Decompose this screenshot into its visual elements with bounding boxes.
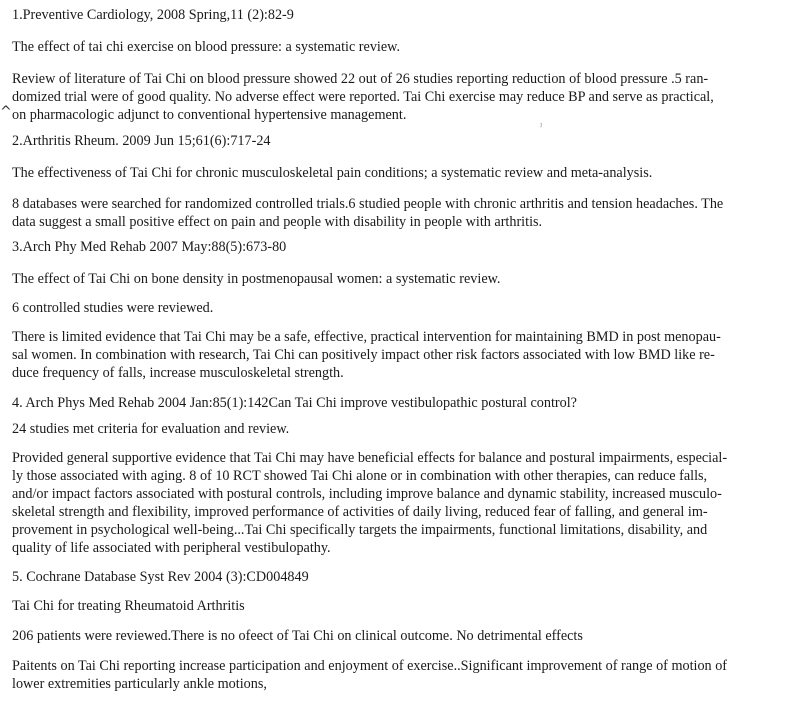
summary-4b-line-4: skeletal strength and flexibility, improved performance of activities of daily living, reduced fear of falling, and general im- — [12, 504, 708, 520]
summary-5a: 206 patients were reviewed.There is no ofeect of Tai Chi on clinical outcome. No detrimental effects — [12, 628, 583, 644]
pen-mark-icon: ^ — [0, 104, 12, 120]
summary-4b-line-3: and/or impact factors associated with postural controls, including improve balance and dynamic stability, increased musculo- — [12, 486, 722, 502]
summary-2-line-1: 8 databases were searched for randomized controlled trials.6 studied people with chronic arthritis and tension headaches. The — [12, 196, 724, 212]
summary-4b-line-6: quality of life associated with peripheral vestibulopathy. — [12, 540, 331, 556]
summary-3b-line-2: sal women. In combination with research, Tai Chi can positively impact other risk factors associated with low BMD like re- — [12, 347, 715, 363]
summary-1-line-2: domized trial were of good quality. No adverse effect were reported. Tai Chi exercise may reduce BP and serve as practical, — [12, 89, 714, 105]
summary-1-line-1: Review of literature of Tai Chi on blood pressure showed 22 out of 26 studies reporting reduction of blood pressure .5 ran- — [12, 71, 709, 87]
title-2: The effectiveness of Tai Chi for chronic musculoskeletal pain conditions; a systematic review and meta-analysis. — [12, 165, 653, 181]
summary-4a: 24 studies met criteria for evaluation and review. — [12, 421, 290, 437]
citation-1: 1.Preventive Cardiology, 2008 Spring,11 (2):82-9 — [12, 7, 294, 23]
citation-4: 4. Arch Phys Med Rehab 2004 Jan:85(1):142Can Tai Chi improve vestibulopathic postural control? — [12, 395, 577, 411]
summary-3a: 6 controlled studies were reviewed. — [12, 300, 214, 316]
summary-3b-line-1: There is limited evidence that Tai Chi may be a safe, effective, practical intervention for maintaining BMD in post menopau- — [12, 329, 721, 345]
title-1: The effect of tai chi exercise on blood pressure: a systematic review. — [12, 39, 401, 55]
title-5: Tai Chi for treating Rheumatoid Arthritis — [12, 598, 245, 614]
citation-3: 3.Arch Phy Med Rehab 2007 May:88(5):673-80 — [12, 239, 287, 255]
summary-5b-line-1: Paitents on Tai Chi reporting increase participation and enjoyment of exercise..Significant improvement of range of motion of — [12, 658, 728, 674]
title-3: The effect of Tai Chi on bone density in postmenopausal women: a systematic review. — [12, 271, 501, 287]
summary-1-line-3: on pharmacologic adjunct to conventional hypertensive management. — [12, 107, 407, 123]
scan-speck-icon: ˀ — [540, 122, 543, 132]
summary-4b-line-1: Provided general supportive evidence that Tai Chi may have beneficial effects for balance and postural impairments, especial- — [12, 450, 728, 466]
citation-5: 5. Cochrane Database Syst Rev 2004 (3):CD004849 — [12, 569, 309, 585]
summary-3b-line-3: duce frequency of falls, increase musculoskeletal strength. — [12, 365, 344, 381]
summary-2-line-2: data suggest a small positive effect on pain and people with disability in people with arthritis. — [12, 214, 543, 230]
summary-5b-line-2: lower extremities particularly ankle motions, — [12, 676, 267, 692]
citation-2: 2.Arthritis Rheum. 2009 Jun 15;61(6):717-24 — [12, 133, 271, 149]
summary-4b-line-5: provement in psychological well-being...Tai Chi specifically targets the impairments, functional limitations, disability, and — [12, 522, 708, 538]
summary-4b-line-2: ly those associated with aging. 8 of 10 RCT showed Tai Chi alone or in combination with other therapies, can reduce falls, — [12, 468, 708, 484]
